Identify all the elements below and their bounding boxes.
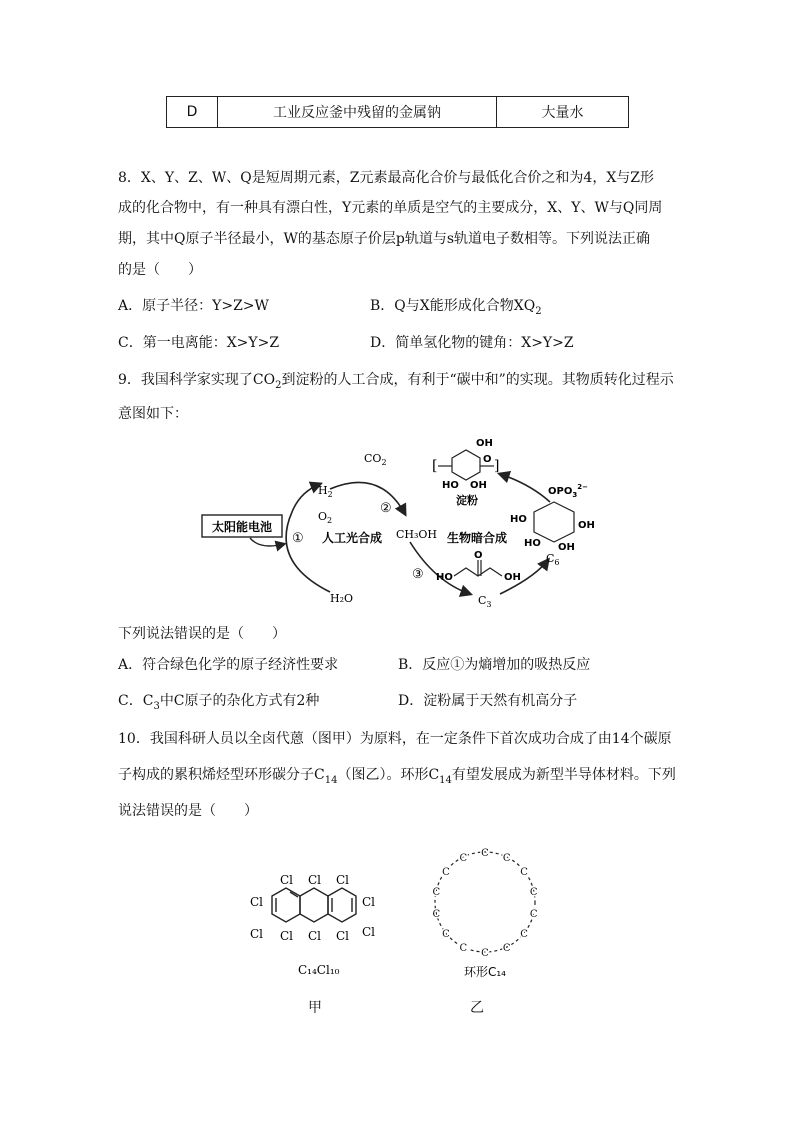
q8-line-1: 8．X、Y、Z、W、Q是短周期元素，Z元素最高化合价与最低化合价之和为4，X与Z形 [118,170,655,186]
h2o-label: H₂O [330,592,354,605]
starch-oh-top: OH [476,438,493,449]
c6-to-starch-arrow [500,474,550,502]
step-2-label: ② [380,501,392,516]
q8-line-4: 的是（ ） [118,262,202,278]
carbon-atom: C [442,866,450,878]
q10-line-3: 说法错误的是（ ） [118,803,258,819]
table-cell: D [167,97,218,128]
carbon-atom: C [432,886,441,898]
cl-atom: Cl [308,873,322,887]
c6-opo3: $OPO_3^{2-}$ [548,483,588,499]
q8-line-3: 期，其中Q原子半径最小，W的基态原子价层p轨道与s轨道电子数相等。下列说法正确 [118,231,651,247]
anthracene-rings [272,888,356,922]
q8-line-2: 成的化合物中，有一种具有漂白性，Y元素的单质是空气的主要成分，X、Y、W与Q同周 [118,200,663,216]
c6-ho-1: HO [510,514,527,525]
starch-ho: HO [442,480,459,491]
cl-atom: Cl [250,895,264,909]
h2-label: $H_2$ [318,484,333,499]
c6-label: $C_6$ [546,552,560,567]
figure-b-label: 乙 [470,1000,484,1016]
carbon-atom: C [520,929,528,941]
artificial-synthesis-label: 人工光合成 [322,531,383,545]
table-cell: 工业反应釜中残留的金属钠 [218,97,497,128]
cl-atom: Cl [362,925,376,939]
cl-atom: Cl [362,895,376,909]
starch-bracket-right: ] [494,458,500,474]
carbon-atom: C [502,853,511,864]
solar-arrow [250,538,284,546]
c6-oh-2: OH [558,542,575,553]
starch-bracket-left: [ [432,458,438,474]
c3-ho: HO [436,572,453,583]
ch3oh-label: CH₃OH [396,528,438,541]
q9-option-a: A．符合绿色化学的原子经济性要求 [118,657,339,673]
starch-synthesis-diagram [180,432,620,612]
q8-option-b: B．Q与X能形成化合物$XQ_2$ [370,298,542,317]
carbon-atom: C [520,866,528,878]
cl-atom: Cl [250,927,264,941]
carbon-atom: C [432,909,441,921]
reaction-2-arrow [330,482,405,514]
step-1-label: ① [292,531,304,546]
q8-option-a: A．原子半径：Y>Z>W [118,298,269,314]
o2-label: $O_2$ [318,510,333,525]
c3-oh: OH [504,572,521,583]
q9-line-2: 意图如下： [118,406,188,422]
c6-oh-1: OH [578,520,595,531]
step-3-label: ③ [412,567,424,582]
cl-atom: Cl [336,929,350,943]
q10-line-1: 10．我国科研人员以全卤代蒽（图甲）为原料，在一定条件下首次成功合成了由14个碳原 [118,731,672,747]
q9-option-b: B．反应①为熵增加的吸热反应 [398,657,591,673]
carbon-atom: C [529,909,538,921]
bio-synthesis-label: 生物暗合成 [447,531,508,545]
carbon-atom: C [459,943,468,954]
cl-atom: Cl [280,929,294,943]
c3-o: O [474,550,483,561]
carbon-atom: C [481,948,489,959]
c3-label: $C_3$ [478,594,492,609]
q8-option-d: D．简单氢化物的键角：X>Y>Z [370,335,574,351]
q9-line-1: 9．我国科学家实现了$CO_2$到淀粉的人工合成，有利于“碳中和”的实现。其物质转化过程示 [118,372,674,391]
cl-atom: Cl [280,873,294,887]
answer-table [166,96,629,128]
q8-option-c: C．第一电离能：X>Y>Z [118,335,280,351]
q9-option-d: D．淀粉属于天然有机高分子 [398,693,578,709]
c6-ring [534,502,574,542]
carbon-atom: C [442,929,450,941]
q9-option-c: C．$C_3$中C原子的杂化方式有2种 [118,693,320,712]
ring-label: 环形C₁₄ [463,965,507,979]
co2-label: $CO_2$ [364,452,387,467]
cyclo-c14-figure [420,832,550,982]
table-row [167,97,629,128]
table-cell: 大量水 [497,97,629,128]
starch-oh: OH [470,480,487,491]
starch-o: O [483,454,492,465]
cl-atom: Cl [336,873,350,887]
carbon-atom: C [502,943,511,954]
starch-label: 淀粉 [456,494,478,507]
starch-ring [452,450,480,480]
q10-line-2: 子构成的累积烯烃型环形碳分子$C_{14}$（图乙）。环形$C_{14}$有望发展成为新型半导体材料。下列 [118,767,676,786]
perchloroanthracene-figure [246,866,396,986]
carbon-atom: C [481,848,489,859]
ring-atoms [432,848,537,959]
solar-cell-label: 太阳能电池 [211,520,273,534]
figure-a-label: 甲 [308,1000,322,1016]
q9-stem: 下列说法错误的是（ ） [118,626,286,642]
carbon-atom: C [459,853,468,864]
carbon-atom: C [529,886,538,898]
c6-ho-2: HO [524,538,541,549]
cl-atom: Cl [308,929,322,943]
formula-label: C₁₄Cl₁₀ [298,963,340,977]
